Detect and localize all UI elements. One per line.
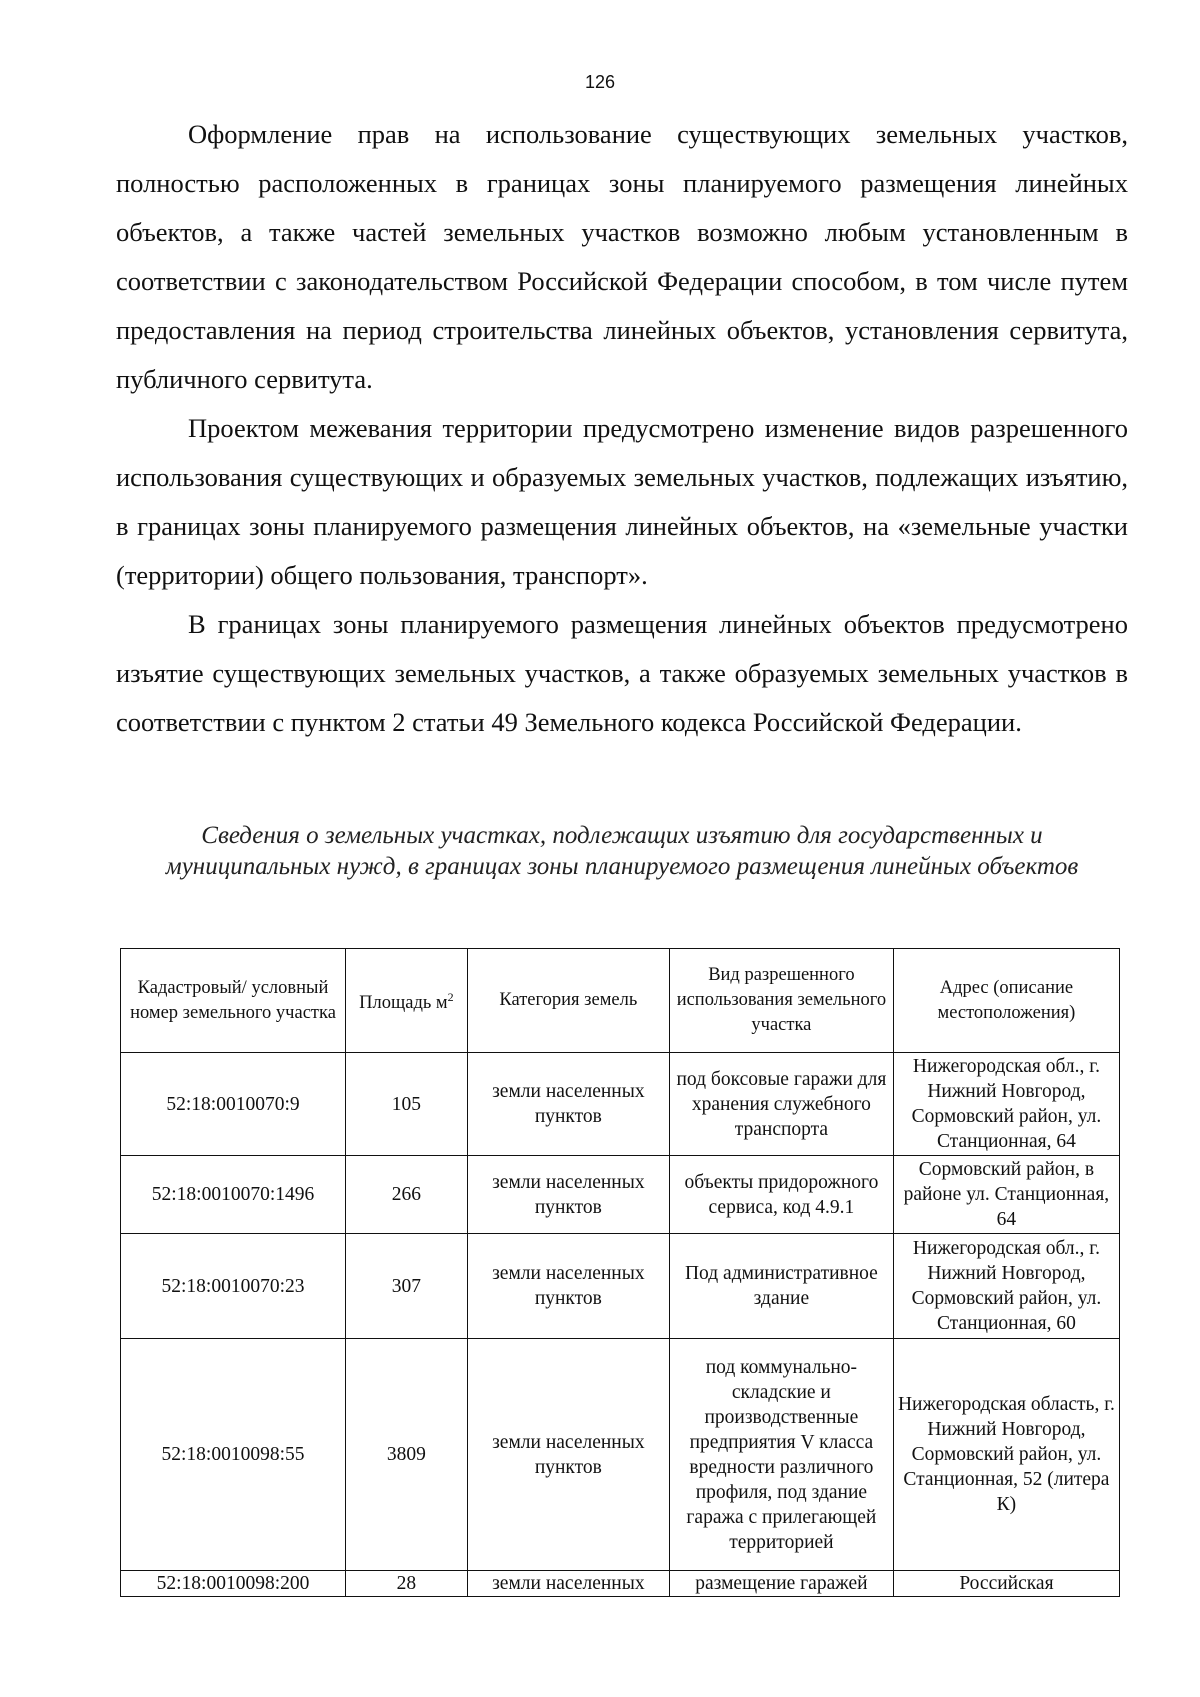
cell-cadastral: 52:18:0010098:200 (121, 1571, 346, 1597)
cell-use: размещение гаражей (669, 1571, 893, 1597)
cell-cadastral: 52:18:0010070:9 (121, 1053, 346, 1156)
cell-category: земли населенных пунктов (467, 1339, 669, 1571)
paragraph-1: Оформление прав на использование существующих земельных участков, полностью расположенных в границах зоны планируемого размещения линейных объектов, а также частей земельных участков возможно любым установленным в соответствии с законодательством Российской Федерации способом, в том числе путем предоставления на период строительства линейных объектов, установления сервитута, публичного сервитута. (116, 119, 1128, 394)
cell-category: земли населенных пунктов (467, 1053, 669, 1156)
cell-area: 28 (346, 1571, 468, 1597)
paragraph-3: В границах зоны планируемого размещения линейных объектов предусмотрено изъятие существующих земельных участков, а также образуемых земельных участков в соответствии с пунктом 2 статьи 49 Земельного кодекса Российской Федерации. (116, 609, 1128, 737)
cell-address: Нижегородская обл., г. Нижний Новгород, Сормовский район, ул. Станционная, 60 (893, 1234, 1119, 1339)
table-row (121, 1156, 1120, 1234)
header-area (346, 949, 468, 1053)
cell-area: 3809 (346, 1339, 468, 1571)
cell-address: Сормовский район, в районе ул. Станционная, 64 (893, 1156, 1119, 1234)
header-cadastral: Кадастровый/ условный номер земельного участка (121, 949, 346, 1053)
land-parcels-table (120, 948, 1120, 1597)
table-row (121, 1234, 1120, 1339)
header-area-sup: 2 (447, 989, 454, 1004)
cell-area: 105 (346, 1053, 468, 1156)
cell-category: земли населенных (467, 1571, 669, 1597)
cell-category: земли населенных пунктов (467, 1234, 669, 1339)
header-category: Категория земель (467, 949, 669, 1053)
table-row (121, 1571, 1120, 1597)
cell-use: объекты придорожного сервиса, код 4.9.1 (669, 1156, 893, 1234)
cell-area: 307 (346, 1234, 468, 1339)
body-text (116, 110, 1128, 747)
table-header-row (121, 949, 1120, 1053)
header-address: Адрес (описание местоположения) (893, 949, 1119, 1053)
cell-use: под боксовые гаражи для хранения служебного транспорта (669, 1053, 893, 1156)
cell-address: Российская (893, 1571, 1119, 1597)
cell-use: Под административное здание (669, 1234, 893, 1339)
cell-address: Нижегородская область, г. Нижний Новгород, Сормовский район, ул. Станционная, 52 (литера К) (893, 1339, 1119, 1571)
cell-cadastral: 52:18:0010070:1496 (121, 1156, 346, 1234)
page-number: 126 (584, 72, 616, 92)
paragraph-2: Проектом межевания территории предусмотрено изменение видов разрешенного использования существующих и образуемых земельных участков, подлежащих изъятию, в границах зоны планируемого размещения линейных объектов, на «земельные участки (территории) общего пользования, транспорт». (116, 413, 1128, 590)
cell-area: 266 (346, 1156, 468, 1234)
cell-cadastral: 52:18:0010070:23 (121, 1234, 346, 1339)
cell-address: Нижегородская обл., г. Нижний Новгород, Сормовский район, ул. Станционная, 64 (893, 1053, 1119, 1156)
table-row (121, 1339, 1120, 1571)
table-caption: Сведения о земельных участках, подлежащих изъятию для государственных и муниципальных нужд, в границах зоны планируемого размещения линейных объектов (165, 822, 1079, 880)
cell-category: земли населенных пунктов (467, 1156, 669, 1234)
cell-cadastral: 52:18:0010098:55 (121, 1339, 346, 1571)
table-row (121, 1053, 1120, 1156)
header-area-label: Площадь м (359, 993, 448, 1014)
header-use: Вид разрешенного использования земельного участка (669, 949, 893, 1053)
cell-use: под коммунально-складские и производственные предприятия V класса вредности различного профиля, под здание гаража с прилегающей территорией (669, 1339, 893, 1571)
